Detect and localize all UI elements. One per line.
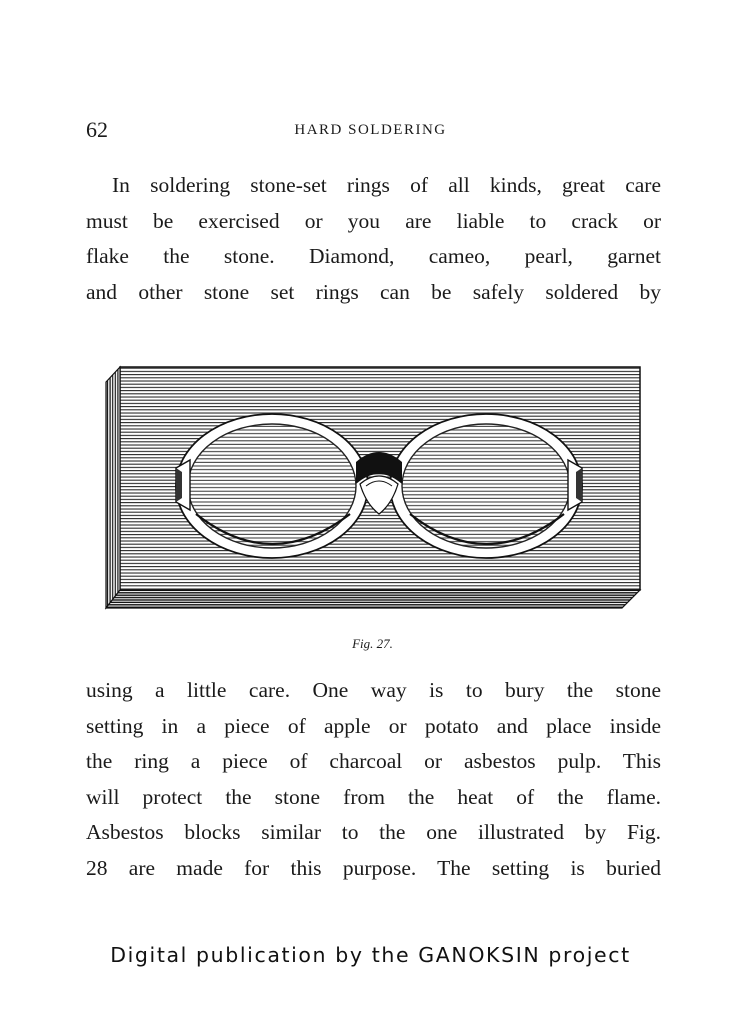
publication-footer: Digital publication by the GANOKSIN project bbox=[110, 943, 631, 967]
asbestos-block-illustration bbox=[104, 364, 642, 610]
page-number: 62 bbox=[86, 117, 108, 142]
running-title: HARD SOLDERING bbox=[294, 122, 447, 138]
paragraph-line: will protect the stone from the heat of the flame. bbox=[86, 784, 661, 809]
paragraph-line: 28 are made for this purpose. The setting is buried bbox=[86, 855, 661, 880]
figure-27-illustration bbox=[104, 364, 642, 610]
paragraph-1 bbox=[86, 168, 661, 310]
paragraph-line: the ring a piece of charcoal or asbestos pulp. This bbox=[86, 749, 661, 773]
paragraph-line: flake the stone. Diamond, cameo, pearl, garnet bbox=[86, 244, 661, 268]
paragraph-2 bbox=[86, 673, 661, 886]
paragraph-line: and other stone set rings can be safely soldered by bbox=[86, 279, 661, 304]
figure-caption: Fig. 27. bbox=[352, 636, 393, 651]
paragraph-line: Asbestos blocks similar to the one illustrated by Fig. bbox=[86, 820, 661, 844]
paragraph-line: setting in a piece of apple or potato and place inside bbox=[86, 713, 661, 738]
paragraph-line: using a little care. One way is to bury the stone bbox=[86, 678, 661, 702]
paragraph-line: In soldering stone-set rings of all kinds, great care bbox=[112, 173, 661, 197]
paragraph-line: must be exercised or you are liable to crack or bbox=[86, 208, 661, 233]
